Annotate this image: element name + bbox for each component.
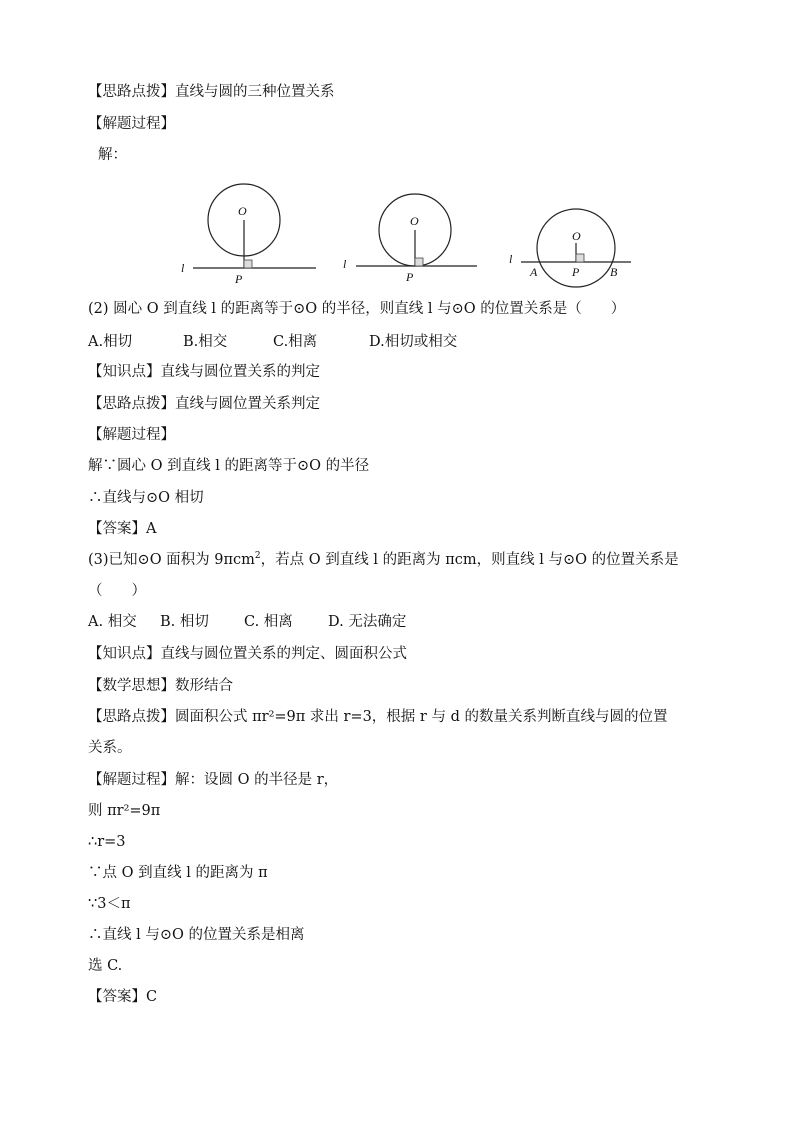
q3-stem-b: ，若点 O 到直线 l 的距离为 πcm，则直线 l 与⊙O 的位置关系是 (260, 552, 679, 568)
q3-stem-a: (3)已知⊙O 面积为 9πcm (88, 552, 255, 568)
figure-separate (181, 184, 316, 286)
fig3-label-o: O (572, 229, 581, 243)
q3-process-7: 选 C. (88, 958, 123, 974)
q3-process-3: ∴r=3 (88, 834, 126, 850)
fig3-label-a: A (530, 265, 538, 279)
q2-option-b: B.相交 (183, 334, 228, 350)
q2-process-2: ∴直线与⊙O 相切 (88, 490, 204, 506)
q3-knowledge: 【知识点】直线与圆位置关系的判定、圆面积公式 (88, 646, 407, 662)
q3-hint-2: 关系。 (88, 740, 132, 756)
q2-hint: 【思路点拨】直线与圆位置关系判定 (88, 396, 320, 412)
q2-process-1: 解∵圆心 O 到直线 l 的距离等于⊙O 的半径 (88, 458, 370, 474)
fig2-label-o: O (410, 214, 419, 228)
fig2-label-p: P (406, 270, 414, 284)
hint-line: 【思路点拨】直线与圆的三种位置关系 (88, 84, 335, 100)
q2-answer: 【答案】A (88, 521, 157, 537)
fig3-label-p: P (572, 265, 580, 279)
q3-hint-1: 【思路点拨】圆面积公式 πr²=9π 求出 r=3，根据 r 与 d 的数量关系判断直线与圆的位置 (88, 709, 668, 725)
fig1-label-l: l (181, 261, 185, 275)
process-label: 【解题过程】 (88, 116, 175, 132)
q3-stem-sup: 2 (254, 551, 261, 562)
q3-option-a: A. 相交 (88, 614, 137, 630)
q3-thought: 【数学思想】数形结合 (88, 678, 233, 694)
q3-process-2: 则 πr²=9π (88, 803, 161, 819)
q2-options (88, 333, 457, 351)
q3-option-c: C. 相离 (244, 614, 293, 630)
fig1-label-p: P (235, 272, 243, 286)
fig3-label-l: l (509, 252, 513, 266)
solution-label: 解： (98, 147, 127, 163)
q3-options (88, 613, 406, 631)
fig1-label-o: O (238, 204, 247, 218)
q2-stem: (2) 圆心 O 到直线 l 的距离等于⊙O 的半径，则直线 l 与⊙O 的位置关系是（ ） (88, 301, 626, 317)
q2-option-d: D.相切或相交 (369, 334, 458, 350)
q3-answer: 【答案】C (88, 989, 158, 1005)
q3-process-6: ∴直线 l 与⊙O 的位置关系是相离 (88, 927, 305, 943)
q3-stem-paren: （ ） (88, 583, 146, 599)
q2-knowledge: 【知识点】直线与圆位置关系的判定 (88, 364, 320, 380)
q3-option-d: D. 无法确定 (328, 614, 407, 630)
q3-stem (88, 551, 679, 569)
q3-process-5: ∵3＜π (88, 896, 131, 912)
q2-option-a: A.相切 (88, 334, 133, 350)
fig2-label-l: l (343, 257, 347, 271)
fig3-label-b: B (610, 265, 618, 279)
q3-process-4: ∵点 O 到直线 l 的距离为 π (88, 865, 268, 881)
q3-process-1: 【解题过程】解：设圆 O 的半径是 r， (88, 772, 339, 788)
q2-option-c: C.相离 (273, 334, 318, 350)
figure-intersect (509, 209, 631, 287)
circle-line-figures (0, 175, 794, 295)
q2-process-label: 【解题过程】 (88, 427, 175, 443)
q3-option-b: B. 相切 (160, 614, 209, 630)
figure-tangent (343, 194, 477, 284)
